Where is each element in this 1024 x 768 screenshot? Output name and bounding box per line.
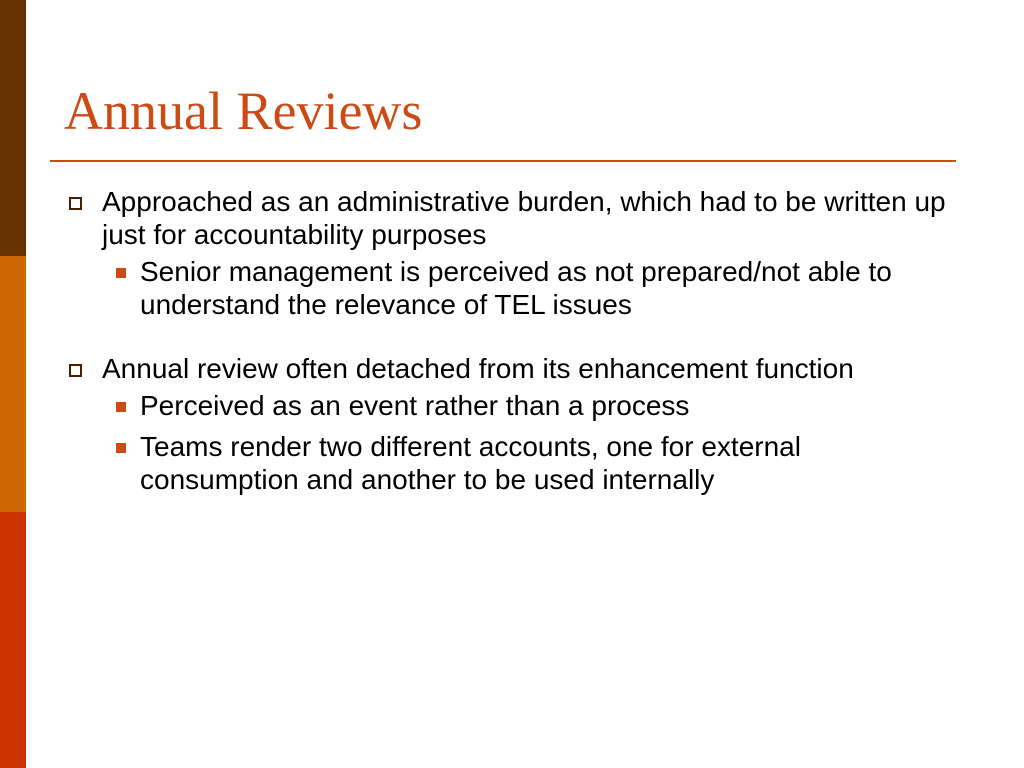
sub-bullet-text: Perceived as an event rather than a process [140,390,690,421]
filled-square-icon [116,268,126,278]
slide-title: Annual Reviews [64,81,423,141]
filled-square-icon [116,402,126,412]
sub-bullet-text: Teams render two different accounts, one for external consumption and another to be used internally [140,431,801,495]
sub-bullet-item [96,389,964,422]
filled-square-icon [116,443,126,453]
sub-bullet-list [102,255,964,321]
sidebar-top-segment [0,0,26,256]
hollow-square-icon [69,197,82,210]
hollow-square-icon [69,364,82,377]
sub-bullet-text: Senior management is perceived as not prepared/not able to understand the relevance of TEL issues [140,256,892,320]
bullet-text: Annual review often detached from its enhancement function [102,353,854,384]
sub-bullet-item [96,430,964,496]
title-divider [50,160,956,162]
sub-bullet-item [96,255,964,321]
sidebar-middle-segment [0,256,26,512]
sub-bullet-list [102,389,964,496]
sidebar-bottom-segment [0,512,26,768]
bullet-item [64,352,964,496]
bullet-text: Approached as an administrative burden, which had to be written up just for accountability purposes [102,186,946,250]
bullet-item [64,185,964,321]
slide-body [64,185,964,496]
